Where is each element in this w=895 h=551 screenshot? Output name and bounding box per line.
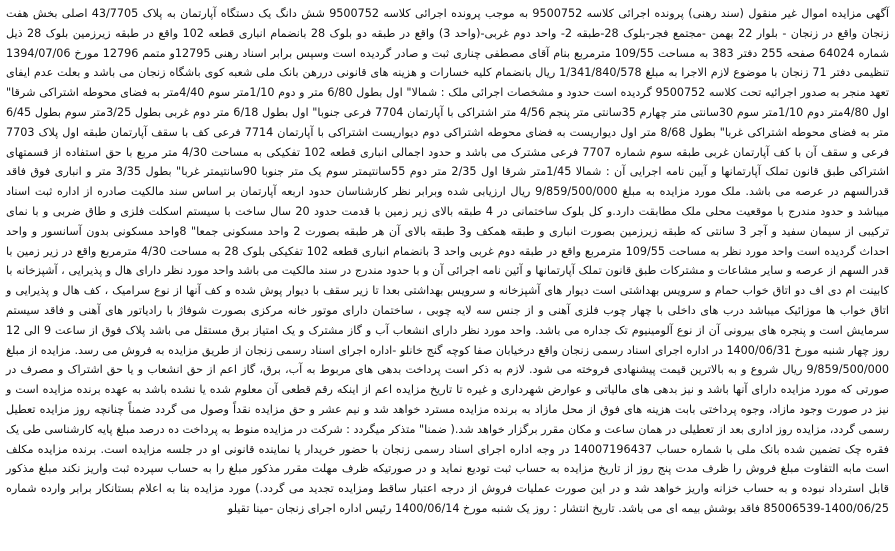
auction-notice xyxy=(4,4,891,547)
notice-body-text: آگهی مزایده اموال غیر منقول (سند رهنی) پرونده اجرائی کلاسه 9500752 به موجب پرونده اجرائی کلاسه 9500752 شش دانگ یک دستگاه آپارتمان به پلاک 43/7705 اصلی بخش هفت زنجان واقع در زنجان - بلوار 22 بهمن -مجتمع فجر-بلوک 28-طبقه 2- واحد دوم غربی-(واحد 3) واقع در طبقه دو بلوک 28 بانضمام انباری قطعه 102 واقع در طبقه زیرزمین بلوک 28 ذیل شماره 64024 صفحه 255 دفتر 383 به مساحت 109/55 مترمربع بنام آقای مصطفی چناری ثبت و صادر گردیده است وسپس برابر اسناد رهنی 12795و متمم 12796 مورخ 1394/07/06 تنظیمی دفتر 71 زنجان با موضوع لازم الاجرا به مبلغ 1/341/840/578 ریال بانضمام کلیه خسارات و هزینه های قانونی دررهن بانک ملی شعبه کوی باشگاه زنجان می باشد و بعلت عدم ایفای تعهد منجر به صدور اجرائیه تحت کلاسه 9500752 گردیده است حدود و مشخصات اجرائی ملک : شمالا" اول بطول 6/80 متر و دوم 1/10متر سوم 4/40متر به فضای محوطه اشتراکی شرقا" اول 4/80متر دوم 1/10متر سوم 30سانتی متر چهارم 35سانتی متر پنجم 4/56 متر اشتراکی با آپارتمان 7704 فرعی جنوبا" اول بطول 6/18 متر دوم غربی بطول 3/25متر سوم بطول 6/45 متر به فضای محوطه اشتراکی غربا" بطول 8/68 متر اول دیواریست به فضای محوطه اشتراکی دوم دیواریست اشتراکی با آپارتمان 7714 فرعی کف با سقف آپارتمان طبقه اول پلاک 7703 فرعی و سقف آن با کف آپارتمان غربی طبقه سوم شماره 7707 فرعی مشترک می باشد و حدود اجمالی انباری قطعه 102 تفکیکی به مساحت 4/30 متر مربع با حق استفاده از قسمتهای اشتراکی طبق قانون تملک آپارتمانها و آیین نامه اجرایی آن : شمالا 1/45متر شرقا اول 2/35 متر دوم 55سانتیمتر سوم یک متر جنوبا 90سانتیمتر غربا" بطول 3/35 متر و انباری فوق فاقد قدرالسهم در عرصه می باشد. ملک مورد مزایده به مبلغ 9/859/500/000 ریال ارزیابی شده وبرابر نظر کارشناسان حدود اربعه آپارتمان بر اساس سند مالکیت صادره از اداره ثبت اسناد میباشد و حدود مندرج با موقعیت محلی ملک مطابقت دارد.و کل بلوک ساختمانی در 4 طبقه بالای زیر زمین با قدمت حدود 20 سال ساخت با سیستم اسکلت فلزی و طاق ضربی و با نمای ترکیبی از سیمان سفید و آجر 3 سانتی که طبقه زیرزمین بصورت انباری و طبقه همکف و3 طبقه بالای آن هر طبقه بصورت 2 واحد مسکونی جمعا" 8واحد مسکونی بدون آسانسور و واحد احداث گردیده است واحد مورد نظر به مساحت 109/55 مترمربع واقع در طبقه دوم غربی واحد 3 بانضمام انباری قطعه 102 تفکیکی بلوک 28 به مساحت 4/30 مترمربع واقع در زیر زمین با قدر السهم از عرصه و سایر مشاعات و مشترکات طبق قانون تملک آپارتمانها و آئین نامه اجرائی آن و با حدود مندرج در سند مالکیت می باشد واحد مورد نظر دارای هال و پذیرایی ، آشپزخانه با کابینت ام دی اف دو اتاق خواب حمام و سرویس بهداشتی است دیوار های آشپزخانه و سرویس بهداشتی بعدا تا زیر سقف با دیوار پوش شده و کف آنها از نوع سرامیک ، کف هال و پذیرایی و اتاق خواب ها موزائیک میباشد درب های داخلی با چهار چوب فلزی آهنی و از جنس سه لایه چوبی ، ساختمان دارای موتور خانه مرکزی بصورت شوفاژ با رادیاتور های آهنی و فاقد سیستم سرمایش است و پنجره های بیرونی آن از نوع آلومینیوم تک جداره می باشد. واحد مورد نظر دارای انشعاب آب و گاز مشترک و یک امتیاز برق مستقل می باشد پلاک فوق از ساعت 9 الی 12 روز چهار شنبه مورخ 1400/06/31 در اداره اجرای اسناد رسمی زنجان واقع درخیابان صفا کوچه گنج خانلو -اداره اجرای اسناد رسمی زنجان از طریق مزایده به فروش می رسد. مزایده از مبلغ 9/859/500/000 ریال شروع و به بالاترین قیمت پیشنهادی فروخته می شود. لازم به ذکر است پرداخت بدهی های مربوط به آب، برق، گاز اعم از حق انشعاب و یا حق اشتراک و مصرف در صورتی که مورد مزایده دارای آنها باشد و نیز بدهی های مالیاتی و عوارض شهرداری و غیره تا تاریخ مزایده اعم از اینکه رقم قطعی آن معلوم شده یا نشده باشد به عهده برنده مزایده است و نیز در صورت وجود مازاد، وجوه پرداختی بابت هزینه های فوق از محل مازاد به برنده مزایده مسترد خواهد شد و نیم عشر و حق مزایده نقداً وصول می گردد ضمناً چنانچه روز مزایده تعطیل رسمی گردد، مزایده روز اداری بعد از تعطیلی در همان ساعت و مکان مقرر برگزار خواهد شد.( ضمنا" متذکر میگردد : شرکت در مزایده منوط به پرداخت ده درصد مبلغ پایه کارشناسی طی یک فقره چک تضمین شده بانک ملی با شماره حساب 14007196437 در وجه اداره اجرای اسناد رسمی زنجان با حضور خریدار یا نماینده قانونی او در جلسه مزایده است. برنده مزایده مکلف است مابه التفاوت مبلغ فروش را ظرف مدت پنج روز از تاریخ مزایده به حساب ثبت تودیع نماید و در صورتیکه ظرف مهلت مقرر مذکور مبلغ را به حساب سپرده ثبت واریز نکند مبلغ مذکور قابل استرداد نبوده و به حساب خزانه واریز خواهد شد و در این صورت عملیات فروش از درجه اعتبار ساقط ومزایده تجدید می گردد.) مورد مزایده بنا به اعلام بستانکار برابر وارده شماره 1400/06/25-85006539 فاقد بوشش بیمه ای می باشد. تاریخ انتشار : روز یک شنبه مورخ 1400/06/14 رئیس اداره اجرای زنجان -مینا تقیلو xyxy=(6,7,890,515)
